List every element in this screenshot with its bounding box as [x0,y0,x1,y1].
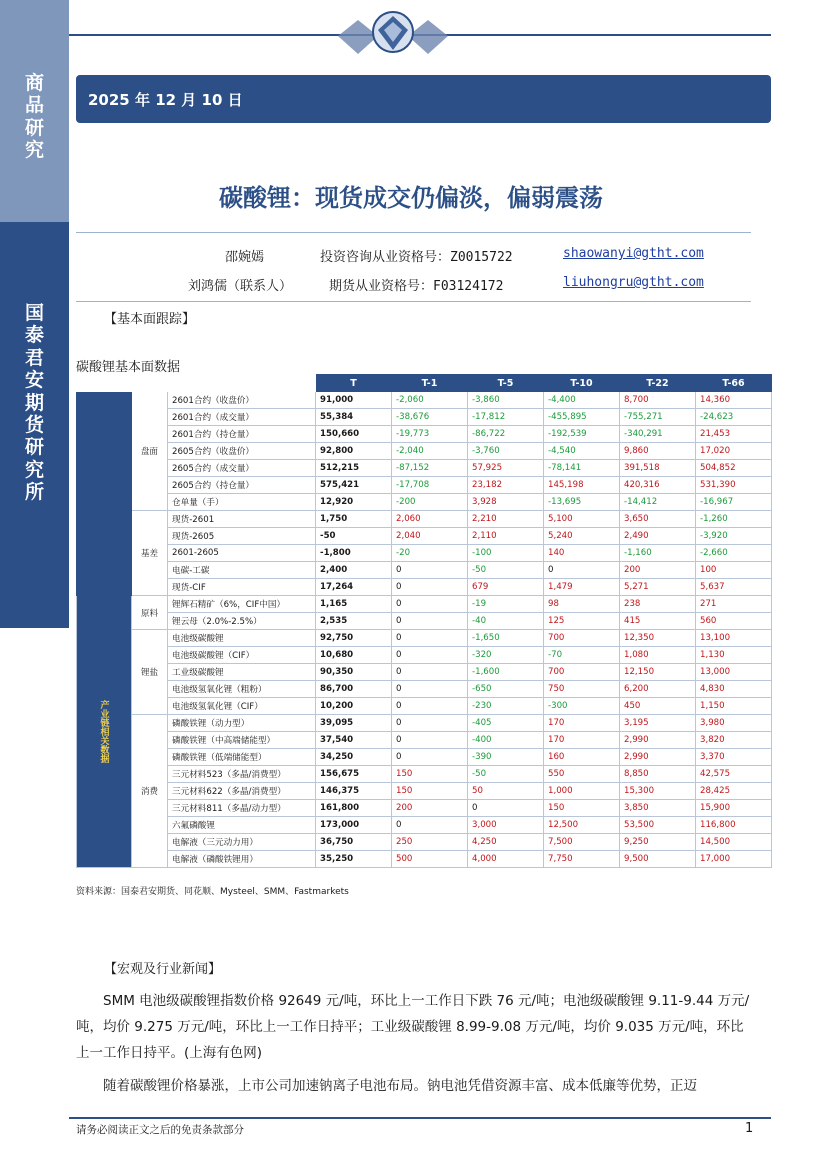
value-t: 92,750 [316,630,392,647]
value-t: 10,680 [316,647,392,664]
value-t: 17,264 [316,579,392,596]
group-cell-futures [77,392,132,596]
table-row [77,766,772,783]
value-change: -1,600 [468,664,544,681]
value-change: -2,060 [392,392,468,409]
report-title: 碳酸锂：现货成交仍偏淡，偏弱震荡 [219,183,603,212]
value-change: 391,518 [620,460,696,477]
author-qual-2: 期货从业资格号：F03124172 [329,279,504,294]
value-change: -100 [468,545,544,562]
value-change: 0 [392,732,468,749]
value-t: 150,660 [316,426,392,443]
row-label: 锂辉石精矿（6%，CIF中国） [168,596,316,613]
value-change: 14,360 [696,392,772,409]
header-blank [132,375,168,392]
divider [76,301,751,302]
value-change: -50 [468,562,544,579]
value-t: 55,384 [316,409,392,426]
news-paragraph-1: SMM 电池级碳酸锂指数价格 92649 元/吨，环比上一工作日下跌 76 元/吨；电池级碳酸锂 9.11-9.44 万元/吨，均价 9.275 万元/吨，环比上一工作日持平；工业级碳酸锂 8.99-9.08 万元/吨，均价 9.035 万元/吨，环比上一工作日持平。(上海有色网) [76,993,750,1061]
value-change: 700 [544,630,620,647]
value-change: 1,130 [696,647,772,664]
value-change: 5,100 [544,511,620,528]
row-label: 2601合约（收盘价） [168,392,316,409]
value-change: 250 [392,834,468,851]
value-t: 90,350 [316,664,392,681]
row-label: 电池级碳酸锂 [168,630,316,647]
value-change: 57,925 [468,460,544,477]
author-qual-1: 投资咨询从业资格号：Z0015722 [320,250,513,265]
value-change: 3,195 [620,715,696,732]
table-row [77,409,772,426]
table-row [77,579,772,596]
value-change: 15,900 [696,800,772,817]
value-change: 700 [544,664,620,681]
value-t: 1,165 [316,596,392,613]
row-label: 2601合约（成交量） [168,409,316,426]
value-change: 5,240 [544,528,620,545]
row-label: 三元材料811（多晶/动力型） [168,800,316,817]
table-row [77,681,772,698]
diamond-logo-icon [318,6,468,66]
value-t: 91,000 [316,392,392,409]
column-header-t: T [316,375,392,392]
value-change: 53,500 [620,817,696,834]
table-row [77,834,772,851]
value-change: -1,160 [620,545,696,562]
value-change: 1,080 [620,647,696,664]
value-change: 0 [392,664,468,681]
table-source: 资料来源：国泰君安期货、同花顺、Mysteel、SMM、Fastmarkets [76,887,349,897]
value-change: -2,660 [696,545,772,562]
value-change: 12,350 [620,630,696,647]
value-change: -4,400 [544,392,620,409]
table-row [77,630,772,647]
row-label: 现货-CIF [168,579,316,596]
value-change: 0 [392,596,468,613]
value-change: -24,623 [696,409,772,426]
value-t: 512,215 [316,460,392,477]
value-t: 92,800 [316,443,392,460]
value-change: 125 [544,613,620,630]
value-change: 145,198 [544,477,620,494]
table-row [77,664,772,681]
value-change: 21,453 [696,426,772,443]
table-row [77,528,772,545]
row-label: 电池级碳酸锂（CIF） [168,647,316,664]
value-change: 0 [392,817,468,834]
value-change: -200 [392,494,468,511]
value-change: -70 [544,647,620,664]
date-banner [76,75,771,123]
value-change: 9,860 [620,443,696,460]
value-change: -300 [544,698,620,715]
value-change: 0 [392,630,468,647]
value-change: 500 [392,851,468,868]
value-change: 13,000 [696,664,772,681]
column-header-t1: T-1 [392,375,468,392]
value-change: -20 [392,545,468,562]
value-change: 100 [696,562,772,579]
column-header-t66: T-66 [696,375,772,392]
value-change: 3,980 [696,715,772,732]
row-label: 现货-2601 [168,511,316,528]
news-paragraph-2: 随着碳酸锂价格暴涨，上市公司加速钠离子电池布局。钠电池凭借资源丰富、成本低廉等优势，正迈 [103,1078,697,1094]
value-change: 504,852 [696,460,772,477]
row-label: 电解液（三元动力用） [168,834,316,851]
table-row [77,596,772,613]
value-change: 4,830 [696,681,772,698]
value-change: 2,490 [620,528,696,545]
row-label: 锂云母（2.0%-2.5%） [168,613,316,630]
fundamentals-table [76,374,772,868]
row-label: 2601-2605 [168,545,316,562]
table-row [77,545,772,562]
column-header-t10: T-10 [544,375,620,392]
subgroup-label-consume: 消费 [132,715,168,868]
value-change: 531,390 [696,477,772,494]
value-change: 679 [468,579,544,596]
table-row [77,392,772,409]
page-number: 1 [745,1121,754,1136]
value-change: 0 [392,681,468,698]
value-t: 1,750 [316,511,392,528]
value-change: 3,820 [696,732,772,749]
value-t: 35,250 [316,851,392,868]
value-change: 4,250 [468,834,544,851]
value-change: -400 [468,732,544,749]
value-change: 271 [696,596,772,613]
value-t: 156,675 [316,766,392,783]
value-change: -19,773 [392,426,468,443]
value-change: -87,152 [392,460,468,477]
table-row [77,426,772,443]
row-label: 六氟磷酸锂 [168,817,316,834]
table-row [77,817,772,834]
section-heading-fundamentals: 【基本面跟踪】 [104,312,196,327]
value-change: 7,750 [544,851,620,868]
value-t: 39,095 [316,715,392,732]
table-row [77,562,772,579]
row-label: 三元材料523（多晶/消费型） [168,766,316,783]
table-row [77,494,772,511]
value-t: 86,700 [316,681,392,698]
value-change: -2,040 [392,443,468,460]
table-row [77,698,772,715]
value-change: 116,800 [696,817,772,834]
value-change: 415 [620,613,696,630]
value-change: -13,695 [544,494,620,511]
value-change: -405 [468,715,544,732]
value-change: 28,425 [696,783,772,800]
value-change: -19 [468,596,544,613]
value-change: -78,141 [544,460,620,477]
author-name-2: 刘鸿儒（联系人） [188,279,293,294]
value-change: -230 [468,698,544,715]
value-change: -14,412 [620,494,696,511]
table-row [77,511,772,528]
value-t: 12,920 [316,494,392,511]
value-t: 36,750 [316,834,392,851]
sidebar-category-text: 商 品 研 究 [24,72,44,162]
value-t: 2,400 [316,562,392,579]
group-label-industry-chain: 产业链相关数据 [77,596,132,868]
value-change: 550 [544,766,620,783]
footer-rule [69,1117,771,1119]
value-change: 17,000 [696,851,772,868]
footer-disclaimer: 请务必阅读正文之后的免责条款部分 [76,1124,244,1136]
sidebar-category-panel [0,0,69,222]
value-change: 2,040 [392,528,468,545]
column-header-t22: T-22 [620,375,696,392]
value-change: 450 [620,698,696,715]
subgroup-label-salt: 锂盐 [132,630,168,715]
row-label: 电池级氢氧化锂（CIF） [168,698,316,715]
row-label: 现货-2605 [168,528,316,545]
row-label: 三元材料622（多晶/消费型） [168,783,316,800]
table-title: 碳酸锂基本面数据 [76,360,181,375]
value-change: 170 [544,715,620,732]
value-t: 173,000 [316,817,392,834]
row-label: 2605合约（收盘价） [168,443,316,460]
value-change: -16,967 [696,494,772,511]
table-row [77,460,772,477]
row-label: 2605合约（成交量） [168,460,316,477]
row-label: 仓单量（手） [168,494,316,511]
sidebar-institute-text: 国 泰 君 安 期 货 研 究 所 [24,302,44,504]
value-change: 7,500 [544,834,620,851]
value-change: 3,928 [468,494,544,511]
value-t: -50 [316,528,392,545]
value-change: 140 [544,545,620,562]
value-change: -320 [468,647,544,664]
value-change: 12,500 [544,817,620,834]
row-label: 电池级氢氧化锂（粗粉） [168,681,316,698]
row-label: 工业级碳酸锂 [168,664,316,681]
value-change: 2,990 [620,732,696,749]
value-change: 0 [468,800,544,817]
value-change: -3,860 [468,392,544,409]
value-change: 3,000 [468,817,544,834]
table-row [77,715,772,732]
value-change: -1,260 [696,511,772,528]
value-change: 0 [392,579,468,596]
value-change: 9,500 [620,851,696,868]
value-change: 1,000 [544,783,620,800]
value-change: 0 [544,562,620,579]
section-heading-macro: 【宏观及行业新闻】 [104,962,222,977]
value-change: 14,500 [696,834,772,851]
author-email-1[interactable]: shaowanyi@gtht.com [563,246,704,261]
value-change: 4,000 [468,851,544,868]
value-change: 3,370 [696,749,772,766]
table-row [77,783,772,800]
author-email-2[interactable]: liuhongru@gtht.com [563,275,704,290]
value-change: 13,100 [696,630,772,647]
value-change: 3,650 [620,511,696,528]
value-change: 150 [544,800,620,817]
value-change: 42,575 [696,766,772,783]
value-change: 2,110 [468,528,544,545]
divider [76,232,751,233]
value-change: 200 [620,562,696,579]
header-blank [168,375,316,392]
value-change: -340,291 [620,426,696,443]
value-change: 9,250 [620,834,696,851]
value-change: 150 [392,766,468,783]
value-change: -650 [468,681,544,698]
value-change: 5,637 [696,579,772,596]
value-change: 0 [392,698,468,715]
value-change: -50 [468,766,544,783]
value-change: -755,271 [620,409,696,426]
value-change: 6,200 [620,681,696,698]
value-change: -17,708 [392,477,468,494]
value-change: 5,271 [620,579,696,596]
value-change: -17,812 [468,409,544,426]
value-change: 750 [544,681,620,698]
row-label: 磷酸铁锂（中高端储能型） [168,732,316,749]
table-row [77,749,772,766]
row-label: 2601合约（持仓量） [168,426,316,443]
row-label: 磷酸铁锂（动力型） [168,715,316,732]
subgroup-label-basis: 基差 [132,511,168,596]
value-change: 560 [696,613,772,630]
value-change: -192,539 [544,426,620,443]
row-label: 电解液（磷酸铁锂用） [168,851,316,868]
value-change: -86,722 [468,426,544,443]
value-change: 200 [392,800,468,817]
value-change: 160 [544,749,620,766]
value-change: 8,850 [620,766,696,783]
table-row [77,613,772,630]
value-change: -390 [468,749,544,766]
value-change: 1,479 [544,579,620,596]
value-t: 161,800 [316,800,392,817]
subgroup-label-ore: 原料 [132,596,168,630]
value-t: 2,535 [316,613,392,630]
value-t: -1,800 [316,545,392,562]
table-row [77,477,772,494]
value-change: -455,895 [544,409,620,426]
value-change: 420,316 [620,477,696,494]
value-change: 1,150 [696,698,772,715]
value-t: 10,200 [316,698,392,715]
value-change: 23,182 [468,477,544,494]
value-t: 37,540 [316,732,392,749]
value-change: 8,700 [620,392,696,409]
value-change: 12,150 [620,664,696,681]
value-change: -3,760 [468,443,544,460]
value-change: 0 [392,715,468,732]
value-change: 3,850 [620,800,696,817]
value-t: 575,421 [316,477,392,494]
value-change: 98 [544,596,620,613]
value-t: 34,250 [316,749,392,766]
sidebar-institute-panel [0,222,69,628]
value-change: 0 [392,749,468,766]
value-change: 150 [392,783,468,800]
table-row [77,800,772,817]
value-change: -4,540 [544,443,620,460]
row-label: 电碳-工碳 [168,562,316,579]
author-name-1: 邵婉嫣 [225,250,265,265]
value-change: 0 [392,562,468,579]
value-change: -3,920 [696,528,772,545]
value-change: 0 [392,613,468,630]
table-row [77,851,772,868]
table-row [77,647,772,664]
value-change: 50 [468,783,544,800]
header-blank [77,375,132,392]
value-change: 2,210 [468,511,544,528]
table-row [77,443,772,460]
row-label: 2605合约（持仓量） [168,477,316,494]
report-date: 2025 年 12 月 10 日 [88,91,243,109]
subgroup-label-disk: 盘面 [132,392,168,511]
value-t: 146,375 [316,783,392,800]
value-change: 238 [620,596,696,613]
value-change: 0 [392,647,468,664]
table-row [77,732,772,749]
value-change: -38,676 [392,409,468,426]
column-header-t5: T-5 [468,375,544,392]
row-label: 磷酸铁锂（低端储能型） [168,749,316,766]
table-header-row [77,375,772,392]
value-change: 170 [544,732,620,749]
value-change: 17,020 [696,443,772,460]
value-change: -40 [468,613,544,630]
value-change: 2,990 [620,749,696,766]
value-change: 2,060 [392,511,468,528]
value-change: 15,300 [620,783,696,800]
value-change: -1,650 [468,630,544,647]
